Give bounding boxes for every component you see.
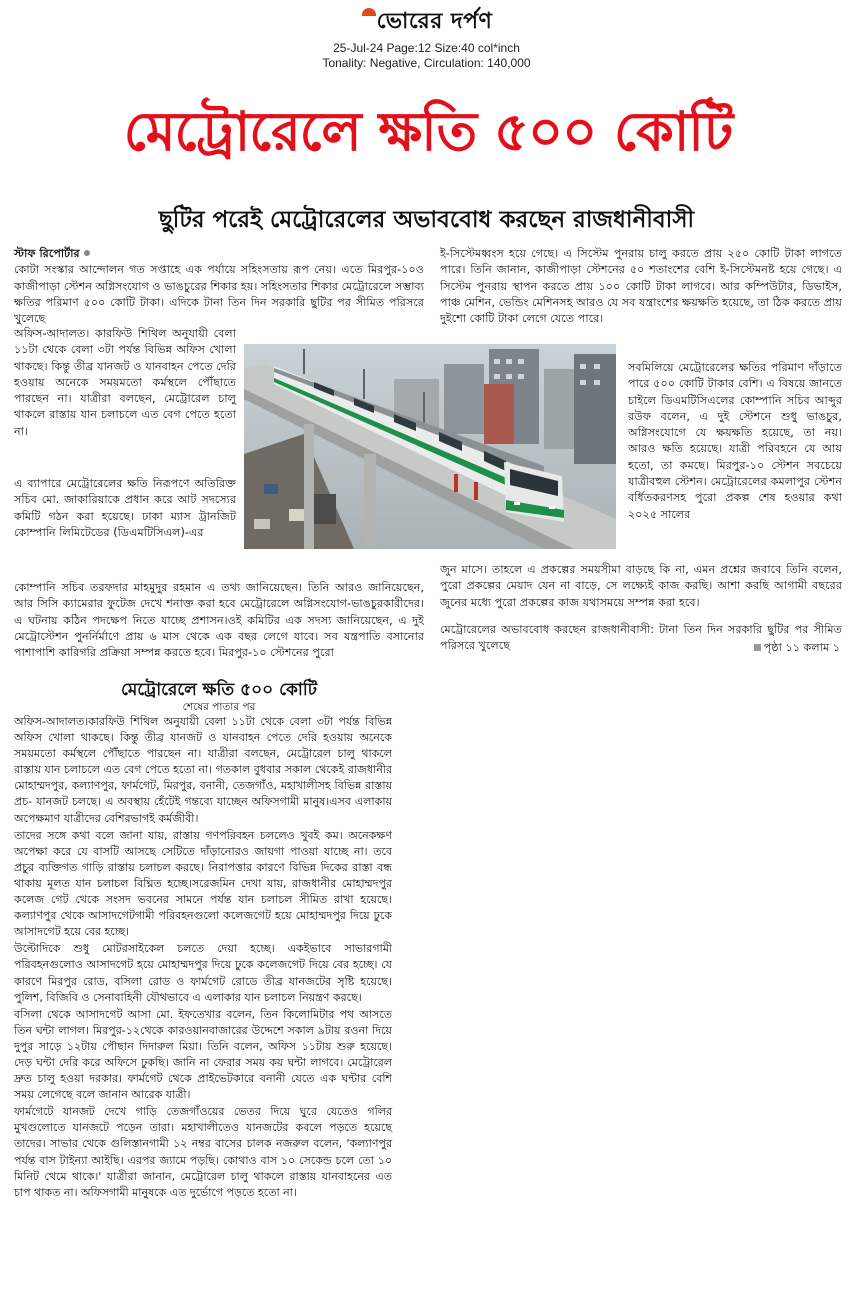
page-reference-text: পৃষ্ঠা ১১ কলাম ১	[763, 641, 840, 654]
paragraph-intro: কোটা সংস্কার আন্দোলন গত সপ্তাহে এক পর্যায়ে সহিংসতায় রূপ নেয়। এতে মিরপুর-১০ও কাজীপাড়া স্টেশন অগ্নিসংযোগ ও ভাঙচুরের শিকার হয়। সহিংসতার শিকার মেট্রোরেলে সম্ভাব্য ক্ষতির পরিমাণ ৫০০ কোটি টাকা। এদিকে টানা তিন দিন সরকারি ছুটির পর সীমিত পরিসরে খুলেছে	[14, 263, 424, 326]
bullet-icon	[84, 250, 90, 256]
metro-train-image	[244, 344, 616, 549]
continuation-paragraph: বসিলা থেকে আসাদগেট আসা মো. ইফতেখার বলেন, তিন কিলোমিটার পথ আসতে তিন ঘন্টা লাগল। মিরপুর-১২থেকে কারওয়ানবাজারের উদ্দেশে সকাল ৯টায় রওনা দিয়ে দুপুর সাড়ে ১২টায় পৌছান দিদারুল মিয়া। তিনি বলেন, অফিস ১১টায় শুরু হয়েছে। দেড় ঘন্টা দেরি করে অফিসে ঢুকছি। জানি না ফেরার সময় কয় ঘন্টা লাগবে। মেট্রোরেল দ্রুত চালু হওয়া দরকার। ফার্মগেট থেকে প্রাইভেটকারে বনানী যেতে এক ঘন্টার বেশি সময় লেগেছে বলে জানান আরেক যাত্রী।	[14, 1007, 392, 1102]
continuation-title: মেট্রোরেলে ক্ষতি ৫০০ কোটি	[121, 680, 317, 700]
article-column-right-bottom	[440, 562, 842, 611]
page-reference	[680, 640, 840, 656]
paragraph-committee: এ ব্যাপারে মেট্রোরেলের ক্ষতি নিরূপণে অতিরিক্ত সচিব মো. জাকারিয়াকে প্রধান করে আট সদস্যের কমিটি গঠন করা হয়েছে। ঢাকা ম্যাস ট্রানজিট কোম্পানি লিমিটেডের (ডিএমটিসিএল)-এর	[14, 477, 236, 539]
caption-text: মেট্রোরেলের অভাববোধ করছেন রাজধানীবাসী: টানা তিন দিন সরকারি ছুটির পর সীমিত পরিসরে খুলেছে	[440, 623, 842, 653]
continuation-paragraph: তাদের সঙ্গে কথা বলে জানা যায়, রাস্তায় গণপরিবহন চললেও খুবই কম। অনেকক্ষণ অপেক্ষা করে যে বাসটি আসছে সেটিতে দাঁড়ানোরও জায়গা পাওয়া যাচ্ছে না। তবে প্রচুর ব্যক্তিগত গাড়ি রাস্তায় চলাচল করছে। নিরাপত্তার কারণে বিভিন্ন দিকের রাস্তা বন্ধ থাকায় মূলত যান চলাচল বিঘ্নিত হচ্ছে।সরেজমিন দেখা যায়, রাজধানীর মোহাম্মদপুর কলেজ গেট থেকে সংসদ ভবনের সামনে পর্যন্ত যান চলাচল সীমিত রাখা হয়েছে। কল্যাণপুর থেকে আসাদগেটগামী পরিবহনগুলো কলেজগেট হয়ে মোহাম্মদপুর দিয়ে ঢুকে আসাদগেট হয়ে বের হচ্ছে।	[14, 828, 392, 939]
clip-meta-line2: Tonality: Negative, Circulation: 140,000	[322, 56, 531, 70]
sun-icon	[362, 8, 376, 16]
logo-text: ভোরের দর্পণ	[376, 8, 493, 34]
article-column-right-top	[440, 246, 842, 327]
headline: মেট্রোরেলে ক্ষতি ৫০০ কোটি	[123, 100, 733, 163]
continuation-paragraph: অফিস-আদালত।কারফিউ শিথিল অনুযায়ী বেলা ১১টা থেকে বেলা ৩টা পর্যন্ত বিভিন্ন অফিস খোলা থাকছে। কিন্তু তীব্র যানজট ও যানবাহন পেতে দেরি হওয়ায় অনেকে সময়মতো কর্মস্থলে পৌঁছাতে পারছেন না। যাত্রীরা বলছেন, মেট্রোরেল চালু থাকলে রাস্তায় যান চলাচলে এত বেগ পেতে হতো না। গতকাল বুধবার সকাল থেকেই রাজধানীর মোহাম্মদপুর, কল্যাণপুর, ফার্মগেট, মিরপুর, বনানী, তেজগাঁও, মহাখালীসহ বিভিন্ন রাস্তায় প্রচ- যানজট চলছে। এ অবস্থায় হেঁটেই গন্তব্যে যাচ্ছেন অফিসগামী মানুষ।এসব এলাকায় অপেক্ষমাণ যাত্রীদের বেশিরভাগই কর্মজীবী।	[14, 715, 392, 825]
paragraph-office: অফিস-আদালত। কারফিউ শিথিল অনুযায়ী বেলা ১১টা থেকে বেলা ৩টা পর্যন্ত বিভিন্ন অফিস খোলা থাকছে। কিন্তু তীব্র যানজট ও যানবাহন পেতে দেরি হওয়ায় অনেকে সময়মতো কর্মস্থলে পৌঁছাতে পারছেন না। যাত্রীরা বলছেন, মেট্রোরেল চালু থাকলে রাস্তায় যান চলাচলে এত বেগ পেতে হতো না।	[14, 327, 236, 438]
paragraph-total-loss: সবমিলিয়ে মেট্রোরেলের ক্ষতির পরিমাণ দাঁড়াতে পারে ৫০০ কোটি টাকার বেশি। এ বিষয়ে জানতে চাইলে ডিএমটিসিএলের কোম্পানি সচিব আব্দুর রউফ বলেন, এ দুই স্টেশনে শুধু ভাঙচুর, অগ্নিসংযোগে যে ক্ষয়ক্ষতি হয়েছে, তা নয়। আরও ক্ষতি হয়েছে। যাত্রী পরিবহনে যে আয় হতো, তা কমছে। মিরপুর-১০ স্টেশন সবচেয়ে যাত্রীবহুল স্টেশন। মেট্রোরেলের কমলাপুর স্টেশন বর্ধিতকরণসহ পুরো প্রকল্প শেষ হওয়ার কথা ২০২৫ সালের	[628, 361, 842, 521]
subheadline: ছুটির পরেই মেট্রোরেলের অভাববোধ করছেন রাজধানীবাসী	[158, 207, 695, 233]
newspaper-logo	[0, 4, 853, 41]
metro-rail-photo	[244, 344, 616, 549]
clip-meta-line1: 25-Jul-24 Page:12 Size:40 col*inch	[333, 41, 520, 55]
article-column-right-narrow	[628, 360, 842, 523]
byline: স্টাফ রিপোর্টার	[14, 247, 80, 260]
masthead	[0, 4, 853, 71]
continuation-paragraph: উল্টোদিকে শুধু মোটরসাইকেল চলতে দেয়া হচ্ছে। একইভাবে সাভারগামী পরিবহনগুলোও আসাদগেট হয়ে মোহাম্মদপুর দিয়ে ঢুকে কলেজগেট দিয়ে বের হচ্ছে। যে কারণে মিরপুর রোড, বসিলা রোড ও ফার্মগেট রোডে তীব্র যানজটের সৃষ্টি হয়েছে। পুলিশ, বিজিবি ও সেনাবাহিনী যৌথভাবে এ এলাকার যান চলাচল নিয়ন্ত্রণ করছে।	[14, 942, 392, 1004]
paragraph-secretary: কোম্পানি সচিব তরফদার মাহমুদুর রহমান এ তথ্য জানিয়েছেন। তিনি আরও জানিয়েছেন, আর সিসি ক্যামেরার ফুটেজ দেখে শনাক্ত করা হবে মেট্রোরেলে অগ্নিসংযোগ-ভাঙচুরকারীদের।এ ঘটনায় কঠিন পদক্ষেপ নিতে যাচ্ছে প্রশাসন।ওই কমিটির এক সদস্য জানিয়েছেন, এ দুই মেট্রোস্টেশন পুনর্নির্মাণে প্রায় ৬ মাস থেকে এক বছর লেগে যাবে। সব যন্ত্রপাতি বসানোর পাশাপাশি কারিগরি প্রক্রিয়া সম্পন্ন করতে হবে। মিরপুর-১০ স্টেশনের পুরো	[14, 581, 424, 660]
article-column-left-narrow	[14, 326, 236, 440]
continuation-subtitle: শেষের পাতার পর	[182, 701, 256, 713]
article-column-left-bottom	[14, 580, 424, 661]
article-column-left-top	[14, 246, 424, 327]
paragraph-esystem: ই-সিস্টেমধ্বংস হয়ে গেছে। এ সিস্টেম পুনরায় চালু করতে প্রায় ২৫০ কোটি টাকা লাগতে পারে। তিনি জানান, কাজীপাড়া স্টেশনের ৫০ শতাংশের বেশি ই-সিস্টেমনষ্ট হয়ে গেছে। এ সিস্টেম পুনরায় স্থাপন করতে প্রায় ১০০ কোটি টাকা লাগবে। আর কম্পিউটার, ডিভাইস, পাঞ্চ মেশিন, ভেন্ডিং মেশিনসহ আরও যে সব যন্ত্রাংশের ক্ষয়ক্ষতি হয়েছে, তা ঠিক করতে প্রায় দুইশো কোটি টাকা লেগে যেতে পারে।	[440, 247, 842, 326]
square-bullet-icon	[754, 644, 761, 651]
paragraph-deadline: জুন মাসে। তাহলে এ প্রকল্পের সময়সীমা বাড়ছে কি না, এমন প্রশ্নের জবাবে তিনি বলেন, পুরো প্রকল্পের মেয়াদ যেন না বাড়ে, সে লক্ষ্যেই কাজ করছি। আশা করছি আগামী বছরের জুনের মধ্যে পুরো প্রকল্পের কাজ যথাসময়ে সম্পন্ন করা হবে।	[440, 563, 842, 609]
continuation-column	[14, 714, 392, 1202]
article-column-left-mid	[14, 476, 236, 541]
continuation-paragraph: ফার্মগেটে যানজট দেখে গাড়ি তেজগাঁওয়ের ভেতর দিয়ে ঘুরে যেতেও গলির মুখগুলোতে যানজটে পড়েন তারা। মহাখালীতেও যানজটের কবলে পড়তে হয়েছে তাদের। সাভার থেকে গুলিস্তানগামী ১২ নম্বর বাসের চালক নজরুল বলেন, 'কল্যাণপুর পর্যন্ত বাস টাইন্যা আইছি। এরপর জ্যামে পড়ছি। কোথাও বাস ১০ সেকেন্ড চলে তো ১০ মিনিট থেমে থাকে।' যাত্রীরা জানান, মেট্রোরেল চালু থাকলে রাস্তায় যানবাহনের এত চাপ থাকত না। অফিসগামী মানুষকে এত দুর্ভোগে পড়তে হতো না।	[14, 1105, 392, 1199]
